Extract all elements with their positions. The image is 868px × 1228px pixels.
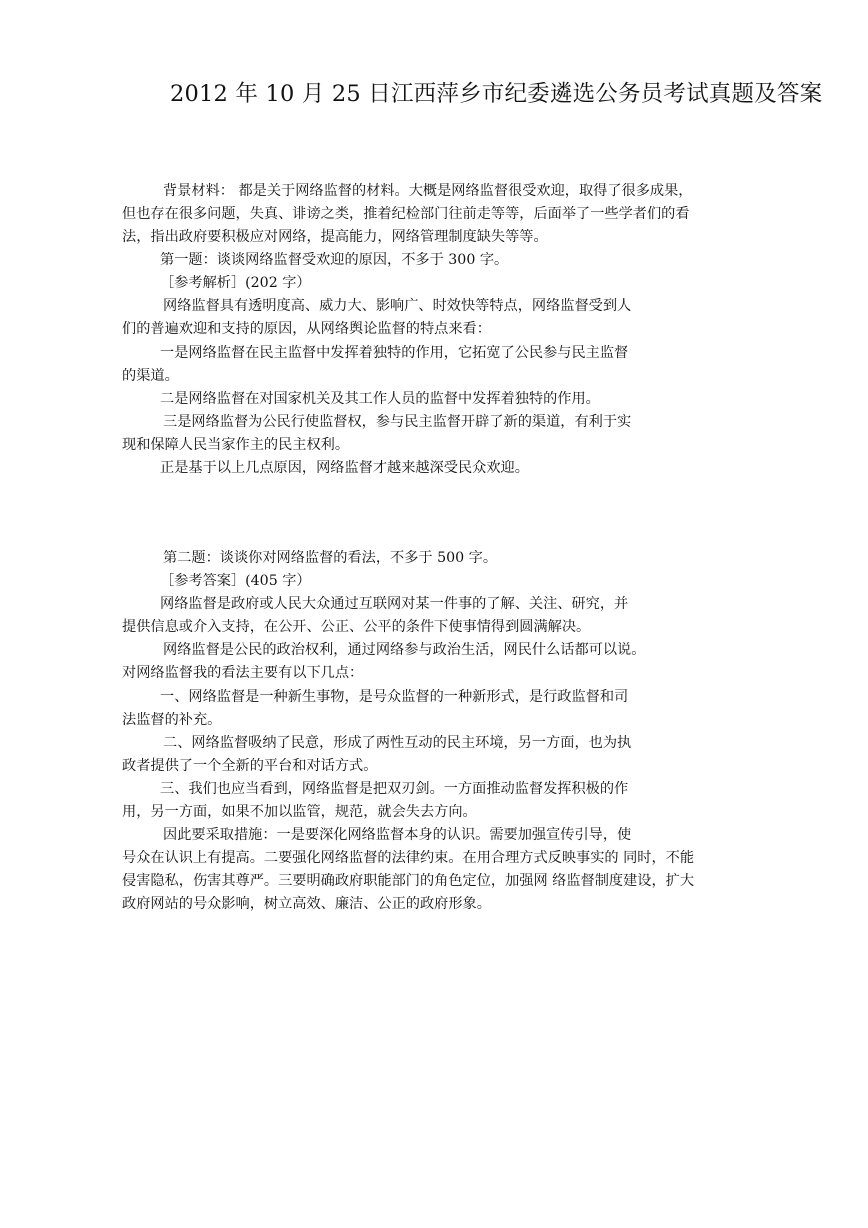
answer-2-line-6: 法监督的补充。 — [122, 712, 222, 728]
answer-2-line-1: 网络监督是政府或人民大众通过互联网对某一件事的了解、关注、研究，并 — [160, 596, 629, 612]
answer-2-line-8: 政者提供了一个全新的平台和对话方式。 — [122, 758, 378, 774]
answer-1-line-7: 现和保障人民当家作主的民主权利。 — [122, 437, 350, 453]
answer-2-line-9: 三、我们也应当看到，网络监督是把双刃剑。一方面推动监督发挥积极的作 — [160, 781, 629, 797]
answer-1-line-5: 二是网络监督在对国家机关及其工作人员的监督中发挥着独特的作用。 — [160, 391, 600, 407]
answer-2-line-2: 提供信息或介入支持，在公开、公正、公平的条件下使事情得到圆满解决。 — [122, 619, 591, 635]
answer-2-line-7: 二、网络监督吸纳了民意，形成了两性互动的民主环境，另一方面，也为执 — [163, 735, 632, 751]
reference-analysis-heading: ［参考解析］(202 字） — [160, 275, 311, 291]
answer-2-line-12: 号众在认识上有提高。二要强化网络监督的法律约束。在用合理方式反映事实的 同时，不能 — [122, 850, 695, 866]
reference-answer-heading: ［参考答案］(405 字） — [160, 573, 311, 589]
answer-2-line-14: 政府网站的号众影响，树立高效、廉洁、公正的政府形象。 — [122, 896, 491, 912]
answer-2-line-13: 侵害隐私，伤害其尊严。三要明确政府职能部门的角色定位，加强网 络监督制度建设，扩大 — [122, 873, 695, 889]
answer-2-line-10: 用，另一方面，如果不加以监管，规范，就会失去方向。 — [122, 804, 477, 820]
answer-2-line-3: 网络监督是公民的政治权利，通过网络参与政治生活，网民什么话都可以说。 — [163, 642, 646, 658]
answer-1-line-4: 的渠道。 — [122, 368, 179, 384]
background-line-3: 法，指出政府要积极应对网络，提高能力，网络管理制度缺失等等。 — [122, 229, 548, 245]
answer-1-line-3: 一是网络监督在民主监督中发挥着独特的作用，它拓宽了公民参与民主监督 — [160, 345, 629, 361]
background-line-1: 背景材料： 都是关于网络监督的材料。大概是网络监督很受欢迎，取得了很多成果， — [163, 183, 693, 199]
answer-2-line-11: 因此要采取措施：一是要深化网络监督本身的认识。需要加强宣传引导，使 — [163, 827, 632, 843]
document-title: 2012 年 10 月 25 日江西萍乡市纪委遴选公务员考试真题及答案 — [170, 81, 823, 107]
answer-1-line-1: 网络监督具有透明度高、威力大、影响广、时效快等特点，网络监督受到人 — [163, 298, 632, 314]
answer-1-line-8: 正是基于以上几点原因，网络监督才越来越深受民众欢迎。 — [160, 460, 529, 476]
background-line-2: 但也存在很多问题，失真、诽谤之类，推着纪检部门往前走等等，后面举了一些学者们的看 — [122, 206, 690, 222]
question-1: 第一题：谈谈网络监督受欢迎的原因，不多于 300 字。 — [160, 252, 509, 268]
answer-1-line-6: 三是网络监督为公民行使监督权，参与民主监督开辟了新的渠道，有利于实 — [163, 414, 632, 430]
answer-1-line-2: 们的普遍欢迎和支持的原因，从网络舆论监督的特点来看： — [122, 321, 491, 337]
answer-2-line-5: 一、网络监督是一种新生事物，是号众监督的一种新形式，是行政监督和司 — [160, 689, 629, 705]
answer-2-line-4: 对网络监督我的看法主要有以下几点： — [122, 665, 364, 681]
question-2: 第二题：谈谈你对网络监督的看法，不多于 500 字。 — [163, 550, 498, 566]
